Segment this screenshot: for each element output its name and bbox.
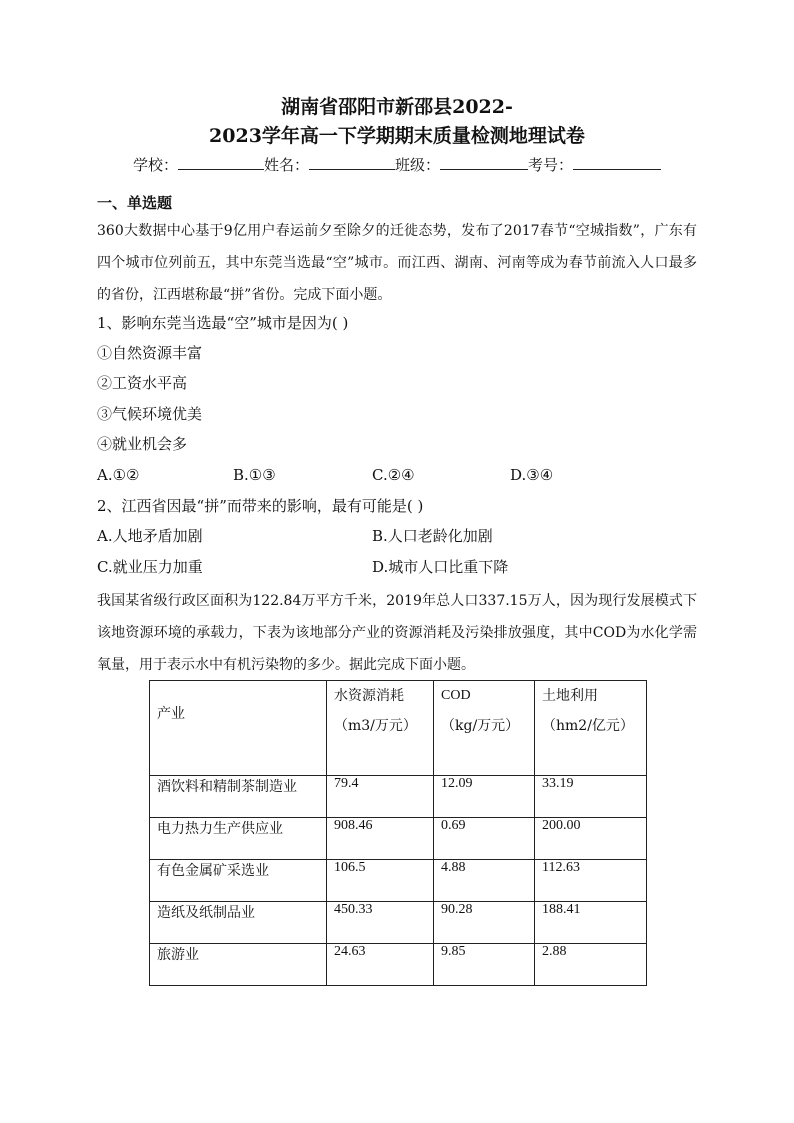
table-cell: 33.19 (535, 776, 647, 818)
class-label: 班级： (395, 156, 441, 174)
q1-item-3: ③气候环境优美 (97, 405, 203, 423)
table-cell: 9.85 (434, 944, 535, 986)
school-blank (178, 154, 264, 170)
table-cell: 908.46 (327, 818, 434, 860)
q1-option-a: A.①② (97, 466, 140, 484)
table-row (150, 944, 647, 986)
table-row (150, 860, 647, 902)
header-cod-line2: （kg/万元） (441, 718, 520, 734)
table-cell: 造纸及纸制品业 (150, 902, 327, 944)
header-land-line2: （hm2/亿元） (542, 718, 634, 734)
question-1-stem: 1、影响东莞当选最“空”城市是因为( ) (97, 314, 349, 332)
exam-title-line1: 湖南省邵阳市新邵县2022- (281, 96, 513, 118)
school-label: 学校： (132, 156, 178, 174)
table-cell: 4.88 (434, 860, 535, 902)
q2-option-a: A.人地矛盾加剧 (97, 527, 203, 545)
table-row (150, 818, 647, 860)
table-cell: 90.28 (434, 902, 535, 944)
table-cell: 12.09 (434, 776, 535, 818)
passage-2: 我国某省级行政区面积为122.84万平方千米，2019年总人口337.15万人，因为现行发展模式下该地资源环境的承载力，下表为该地部分产业的资源消耗及污染排放强度，其中COD为水化学需氧量，用于表示水中有机污染物的多少。据此完成下面小题。 (97, 593, 697, 673)
class-blank (440, 154, 528, 170)
table-header-row (150, 681, 647, 776)
table-cell: 200.00 (535, 818, 647, 860)
header-land-line1: 土地利用 (542, 688, 598, 704)
q1-option-c: C.②④ (372, 466, 415, 484)
header-industry: 产业 (157, 706, 185, 722)
q2-option-c: C.就业压力加重 (97, 558, 203, 576)
q1-item-2: ②工资水平高 (97, 374, 188, 392)
section-heading: 一、单选题 (97, 194, 173, 212)
table-cell: 450.33 (327, 902, 434, 944)
table-header-cell (434, 681, 535, 776)
passage-1: 360大数据中心基于9亿用户春运前夕至除夕的迁徙态势，发布了2017春节“空城指数”，广东有四个城市位列前五，其中东莞当选最“空”城市。而江西、湖南、河南等成为春节前流入人口最多的省份，江西堪称最“拼”省份。完成下面小题。 (97, 223, 697, 303)
name-label: 姓名： (263, 156, 309, 174)
table-cell: 24.63 (327, 944, 434, 986)
table-cell: 有色金属矿采选业 (150, 860, 327, 902)
header-water-line2: （m3/万元） (334, 718, 417, 734)
q1-item-1: ①自然资源丰富 (97, 344, 203, 362)
table-cell: 112.63 (535, 860, 647, 902)
q2-option-b: B.人口老龄化加剧 (372, 527, 493, 545)
table-cell: 106.5 (327, 860, 434, 902)
table-cell: 0.69 (434, 818, 535, 860)
table-cell: 电力热力生产供应业 (150, 818, 327, 860)
table-cell: 2.88 (535, 944, 647, 986)
header-water-line1: 水资源消耗 (334, 688, 404, 704)
table-cell: 79.4 (327, 776, 434, 818)
table-header-cell (327, 681, 434, 776)
exam-no-blank (573, 154, 661, 170)
industry-data-table (149, 680, 647, 986)
exam-title-line2: 2023学年高一下学期期末质量检测地理试卷 (209, 125, 585, 147)
q1-option-b: B.①③ (233, 466, 276, 484)
exam-no-label: 考号： (528, 156, 574, 174)
table-header-cell (535, 681, 647, 776)
q2-option-d: D.城市人口比重下降 (372, 558, 509, 576)
table-cell: 188.41 (535, 902, 647, 944)
question-2-stem: 2、江西省因最“拼”而带来的影响，最有可能是( ) (97, 497, 424, 515)
name-blank (309, 154, 395, 170)
table-row (150, 776, 647, 818)
table-cell: 旅游业 (150, 944, 327, 986)
q1-item-4: ④就业机会多 (97, 435, 188, 453)
table-row (150, 902, 647, 944)
table-header-cell (150, 681, 327, 776)
student-info-line (0, 154, 794, 175)
table-cell: 酒饮料和精制茶制造业 (150, 776, 327, 818)
q1-option-d: D.③④ (510, 466, 554, 484)
header-cod-line1: COD (441, 688, 471, 703)
